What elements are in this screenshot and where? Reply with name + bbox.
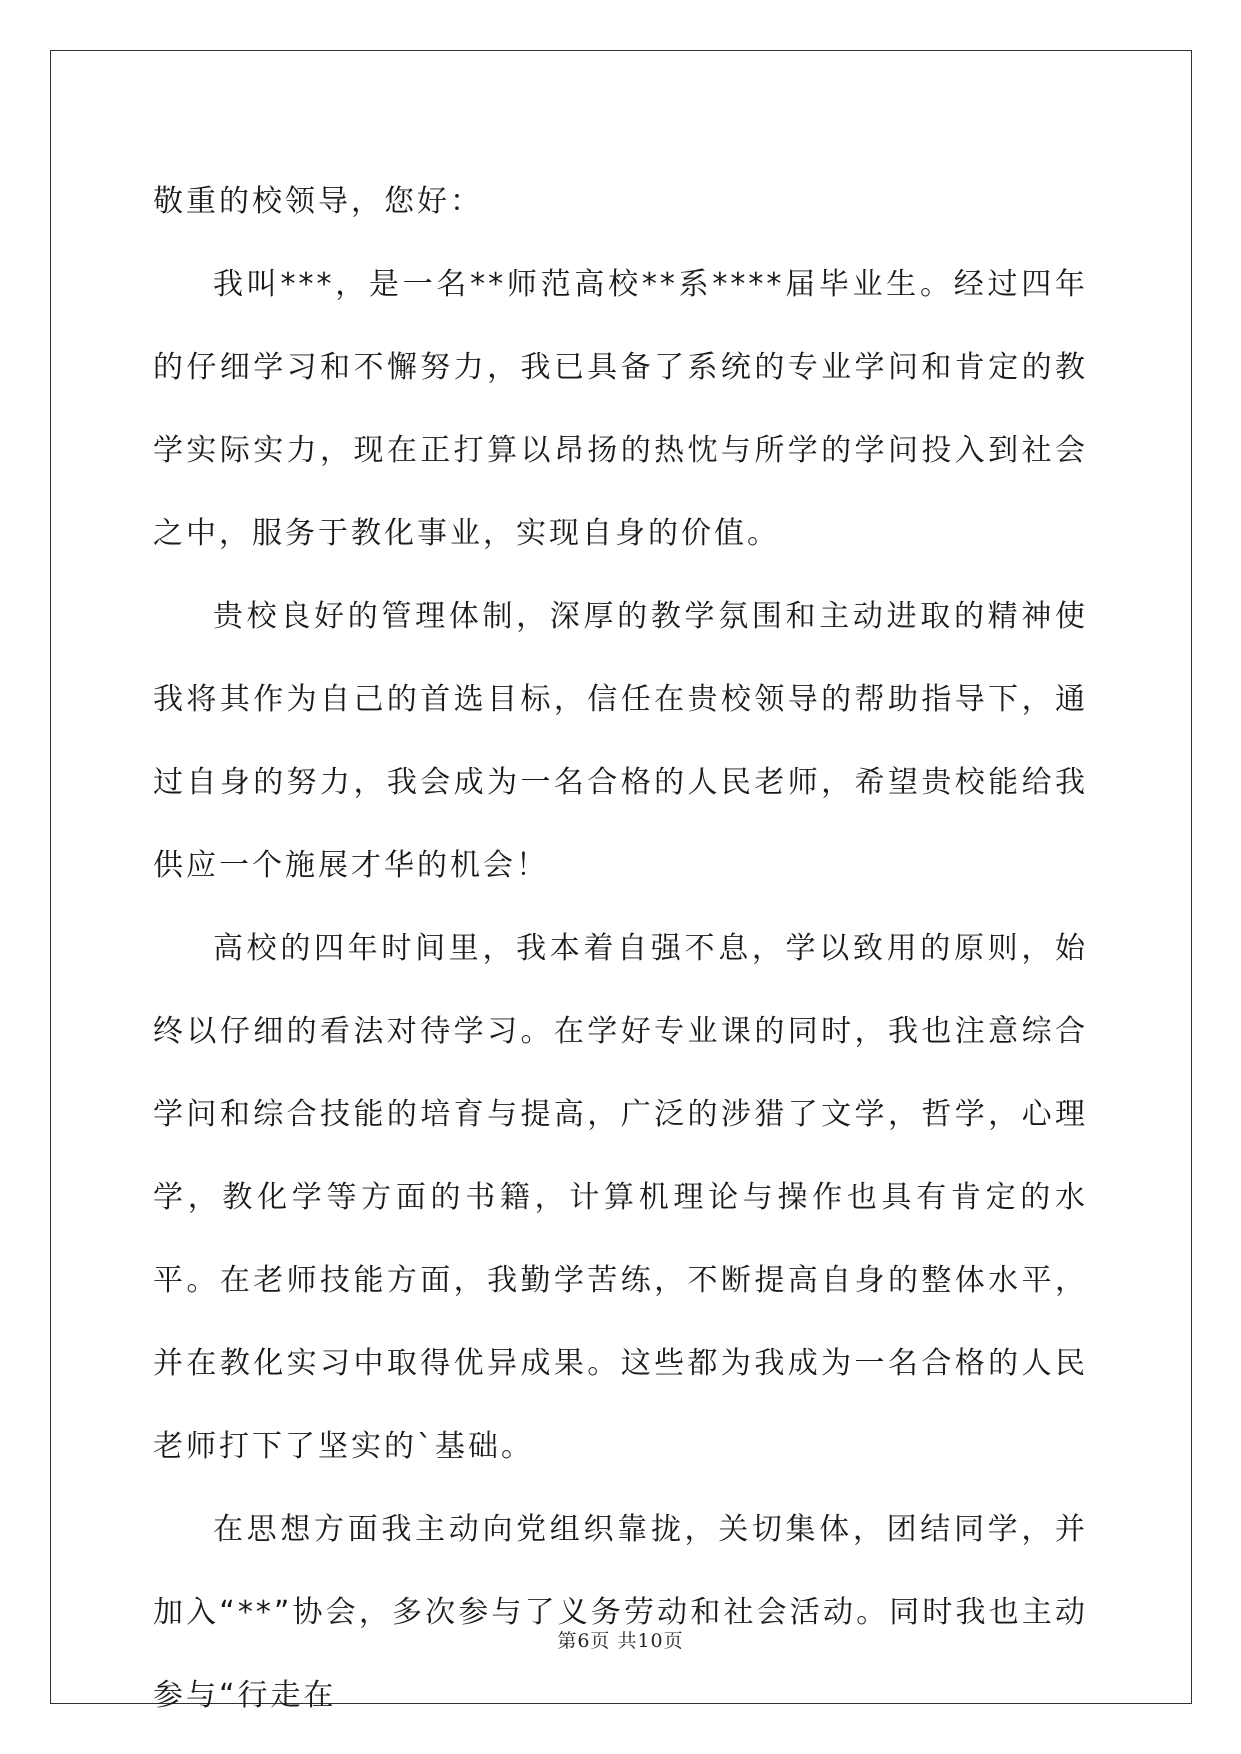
paragraph-school-choice: 贵校良好的管理体制，深厚的教学氛围和主动进取的精神使我将其作为自己的首选目标，信任在贵校领导的帮助指导下，通过自身的努力，我会成为一名合格的人民老师，希望贵校能给我供应一个施展才华的机会！: [153, 599, 1088, 883]
paragraph-ideology: 在思想方面我主动向党组织靠拢，关切集体，团结同学，并加入“**”协会，多次参与了义务劳动和社会活动。同时我也主动参与“行走在: [153, 1512, 1088, 1713]
letter-body: [153, 160, 1088, 1737]
paragraph-study: 高校的四年时间里，我本着自强不息，学以致用的原则，始终以仔细的看法对待学习。在学好专业课的同时，我也注意综合学问和综合技能的培育与提高，广泛的涉猎了文学，哲学，心理学，教化学等方面的书籍，计算机理论与操作也具有肯定的水平。在老师技能方面，我勤学苦练，不断提高自身的整体水平，并在教化实习中取得优异成果。这些都为我成为一名合格的人民老师打下了坚实的`基础。: [153, 931, 1088, 1464]
salutation: 敬重的校领导，您好：: [153, 184, 483, 219]
paragraph-intro: 我叫***，是一名**师范高校**系****届毕业生。经过四年的仔细学习和不懈努力，我已具备了系统的专业学问和肯定的教学实际实力，现在正打算以昂扬的热忱与所学的学问投入到社会之中，服务于教化事业，实现自身的价值。: [153, 267, 1088, 551]
page-footer: 第6页 共10页: [557, 1630, 684, 1652]
